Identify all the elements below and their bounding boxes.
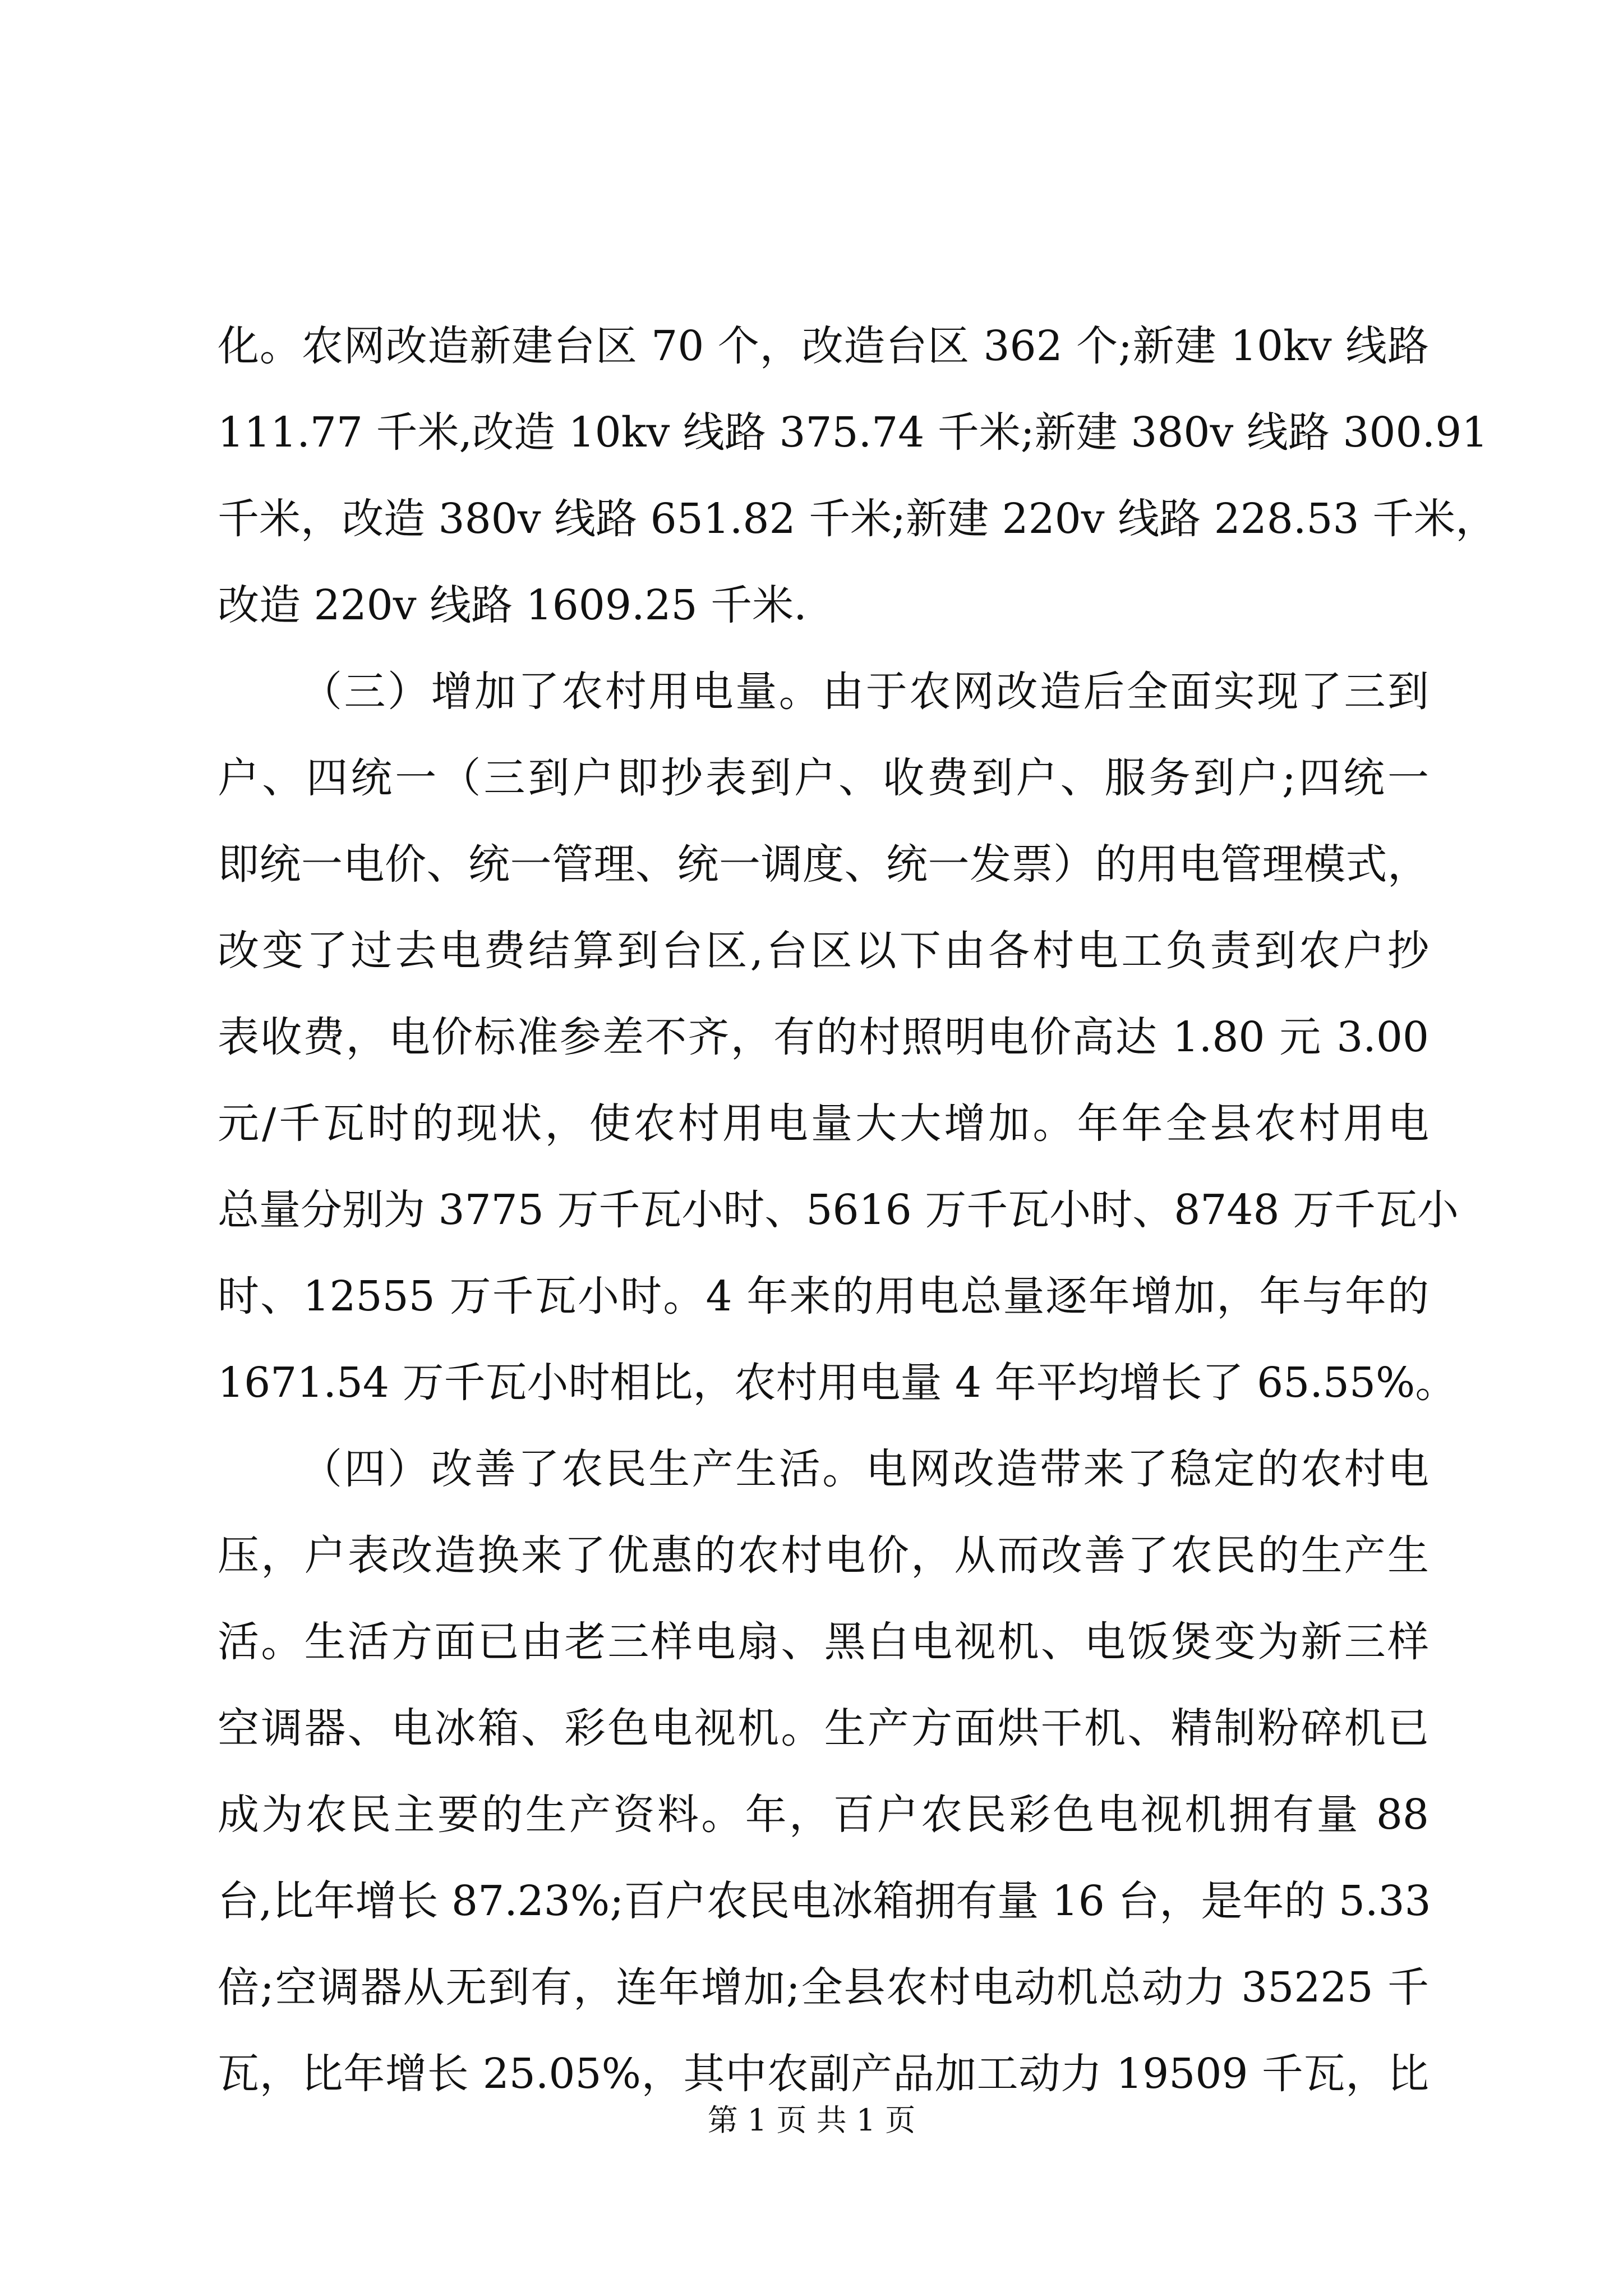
text-line-21: 瓦，比年增长 25.05%，其中农副产品加工动力 19509 千瓦，比 <box>218 2050 1429 2098</box>
text-line-15: 压，户表改造换来了优惠的农村电价，从而改善了农民的生产生 <box>218 1531 1429 1580</box>
text-line-8: 改变了过去电费结算到台区,台区以下由各村电工负责到农户抄 <box>218 927 1429 975</box>
text-line-13: 1671.54 万千瓦小时相比，农村用电量 4 年平均增长了 65.55%。 <box>218 1359 1457 1407</box>
text-line-7: 即统一电价、统一管理、统一调度、统一发票）的用电管理模式， <box>218 840 1429 889</box>
text-line-3: 千米，改造 380v 线路 651.82 千米;新建 220v 线路 228.53 千米， <box>218 495 1497 543</box>
text-line-4: 改造 220v 线路 1609.25 千米. <box>218 581 807 629</box>
text-line-10: 元/千瓦时的现状，使农村用电量大大增加。年年全县农村用电 <box>218 1099 1429 1148</box>
page-number-footer: 第 1 页 共 1 页 <box>707 2102 916 2138</box>
text-line-17: 空调器、电冰箱、彩色电视机。生产方面烘干机、精制粉碎机已 <box>218 1704 1429 1752</box>
text-line-11: 总量分别为 3775 万千瓦小时、5616 万千瓦小时、8748 万千瓦小 <box>218 1186 1459 1234</box>
text-line-1: 化。农网改造新建台区 70 个，改造台区 362 个;新建 10kv 线路 <box>218 322 1429 370</box>
text-line-2: 111.77 千米,改造 10kv 线路 375.74 千米;新建 380v 线路 300.91 <box>218 408 1488 457</box>
body-text <box>218 303 1497 2117</box>
paragraph-three-start: （三）增加了农村用电量。由于农网改造后全面实现了三到 <box>301 668 1429 716</box>
text-line-12: 时、12555 万千瓦小时。4 年来的用电总量逐年增加，年与年的 <box>218 1272 1429 1320</box>
text-line-20: 倍;空调器从无到有，连年增加;全县农村电动机总动力 35225 千 <box>218 1963 1429 2012</box>
paragraph-four-start: （四）改善了农民生产生活。电网改造带来了稳定的农村电 <box>301 1445 1429 1493</box>
text-line-18: 成为农民主要的生产资料。年，百户农民彩色电视机拥有量 88 <box>218 1791 1429 1839</box>
text-line-6: 户、四统一（三到户即抄表到户、收费到户、服务到户;四统一 <box>218 754 1429 802</box>
text-line-19: 台,比年增长 87.23%;百户农民电冰箱拥有量 16 台，是年的 5.33 <box>218 1877 1431 1925</box>
text-line-16: 活。生活方面已由老三样电扇、黑白电视机、电饭煲变为新三样 <box>218 1618 1429 1666</box>
text-line-9: 表收费，电价标准参差不齐，有的村照明电价高达 1.80 元 3.00 <box>218 1013 1429 1061</box>
